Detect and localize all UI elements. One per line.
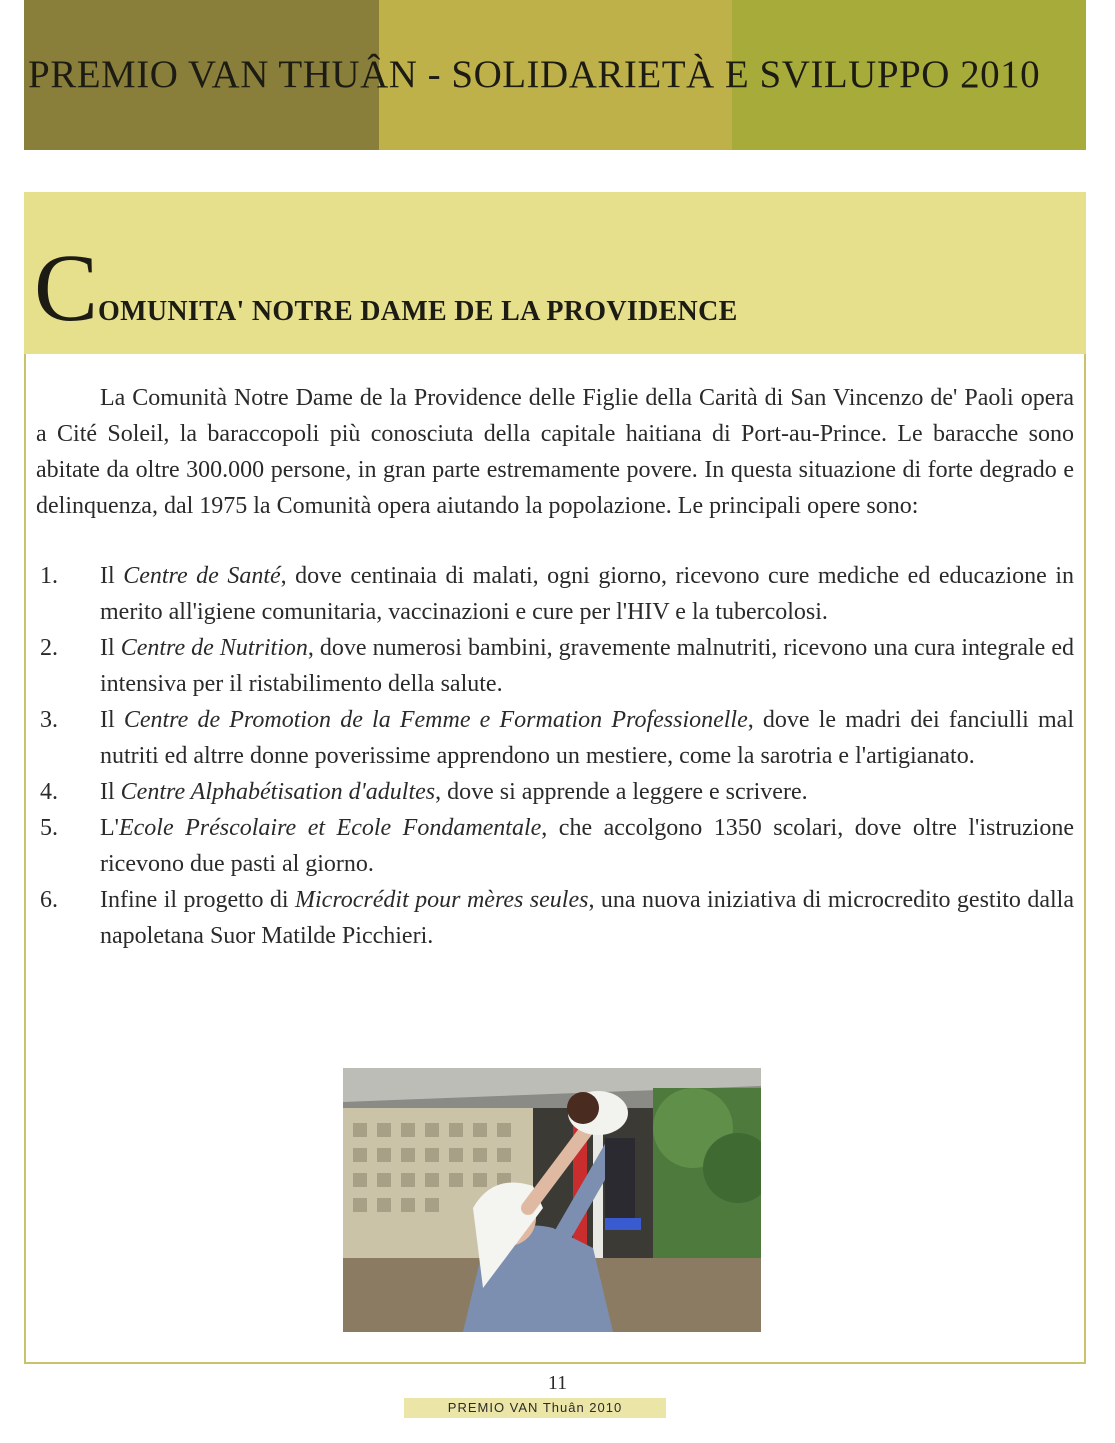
list-item-text bbox=[100, 882, 1074, 954]
list-item-italic: Centre de Nutrition bbox=[120, 635, 308, 661]
list-item-prefix: Infine il progetto di bbox=[100, 887, 296, 913]
list-item-suffix: , dove le madri dei fanciulli mal nutriti ed altrre donne poverissime apprendono un mestiere, come la sarotria e l'artigianato. bbox=[100, 707, 1074, 769]
list-item-text bbox=[100, 774, 1074, 810]
list-item-text bbox=[100, 558, 1074, 630]
list-item-prefix: Il bbox=[100, 563, 124, 589]
section-title-rest: OMUNITA' NOTRE DAME DE LA PROVIDENCE bbox=[98, 296, 738, 327]
article-body bbox=[36, 380, 1074, 954]
list-item-suffix: , dove centinaia di malati, ogni giorno, ricevono cure mediche ed educazione in merito all'igiene comunitaria, vaccinazioni e cure per l'HIV e la tubercolosi. bbox=[100, 563, 1074, 625]
list-item bbox=[36, 774, 1074, 810]
photo-illustration bbox=[343, 1068, 761, 1332]
list-item-prefix: Il bbox=[100, 635, 121, 661]
list-item-suffix: , che accolgono 1350 scolari, dove oltre l'istruzione ricevono due pasti al giorno. bbox=[100, 815, 1074, 877]
list-item-text bbox=[100, 702, 1074, 774]
list-item bbox=[36, 558, 1074, 630]
page-number: 11 bbox=[547, 1372, 568, 1394]
list-item bbox=[36, 882, 1074, 954]
photo-nun-lifting-child bbox=[343, 1068, 761, 1332]
list-item-italic: Microcrédit pour mères seules bbox=[295, 887, 589, 913]
header-spacer bbox=[24, 150, 1086, 192]
intro-paragraph: La Comunità Notre Dame de la Providence delle Figlie della Carità di San Vincenzo de' Paoli opera a Cité Soleil, la baraccopoli più conosciuta della capitale haitiana di Port-au-Prince. Le baracche sono abitate da oltre 300.000 persone, in gran parte estremamente povere. In questa situazione di forte degrado e delinquenza, dal 1975 la Comunità opera aiutando la popolazione. Le principali opere sono: bbox=[36, 385, 1074, 519]
list-item-prefix: Il bbox=[100, 707, 124, 733]
list-item-prefix: L' bbox=[100, 815, 119, 841]
running-footer: PREMIO VAN Thuân 2010 bbox=[404, 1398, 666, 1418]
list-item-suffix: , dove numerosi bambini, gravemente malnutriti, ricevono una cura integrale ed intensiva per il ristabilimento della salute. bbox=[100, 635, 1074, 697]
list-item-number: 2. bbox=[40, 635, 58, 661]
list-item-italic: Centre Alphabétisation d'adultes bbox=[120, 779, 436, 805]
list-item-text bbox=[100, 630, 1074, 702]
list-item bbox=[36, 810, 1074, 882]
list-item-number: 6. bbox=[40, 887, 58, 913]
list-item-number: 3. bbox=[40, 707, 58, 733]
list-item bbox=[36, 702, 1074, 774]
list-item-number: 4. bbox=[40, 779, 58, 805]
list-item-italic: Ecole Préscolaire et Ecole Fondamentale bbox=[118, 815, 542, 841]
list-item-text bbox=[100, 810, 1074, 882]
list-item-number: 1. bbox=[40, 563, 58, 589]
list-item-prefix: Il bbox=[100, 779, 121, 805]
section-title-initial: C bbox=[34, 234, 99, 341]
list-item bbox=[36, 630, 1074, 702]
section-title bbox=[34, 234, 738, 341]
list-item-suffix: , una nuova iniziativa di microcredito gestito dalla napoletana Suor Matilde Picchieri. bbox=[100, 887, 1074, 949]
list-item-suffix: , dove si apprende a leggere e scrivere. bbox=[435, 779, 808, 805]
works-list bbox=[36, 558, 1074, 954]
list-item-number: 5. bbox=[40, 815, 58, 841]
list-item-italic: Centre de Promotion de la Femme e Formation Professionelle bbox=[123, 707, 748, 733]
header-title: PREMIO VAN THUÂN - SOLIDARIETÀ E SVILUPPO 2010 bbox=[28, 53, 1041, 96]
list-item-italic: Centre de Santé bbox=[123, 563, 281, 589]
